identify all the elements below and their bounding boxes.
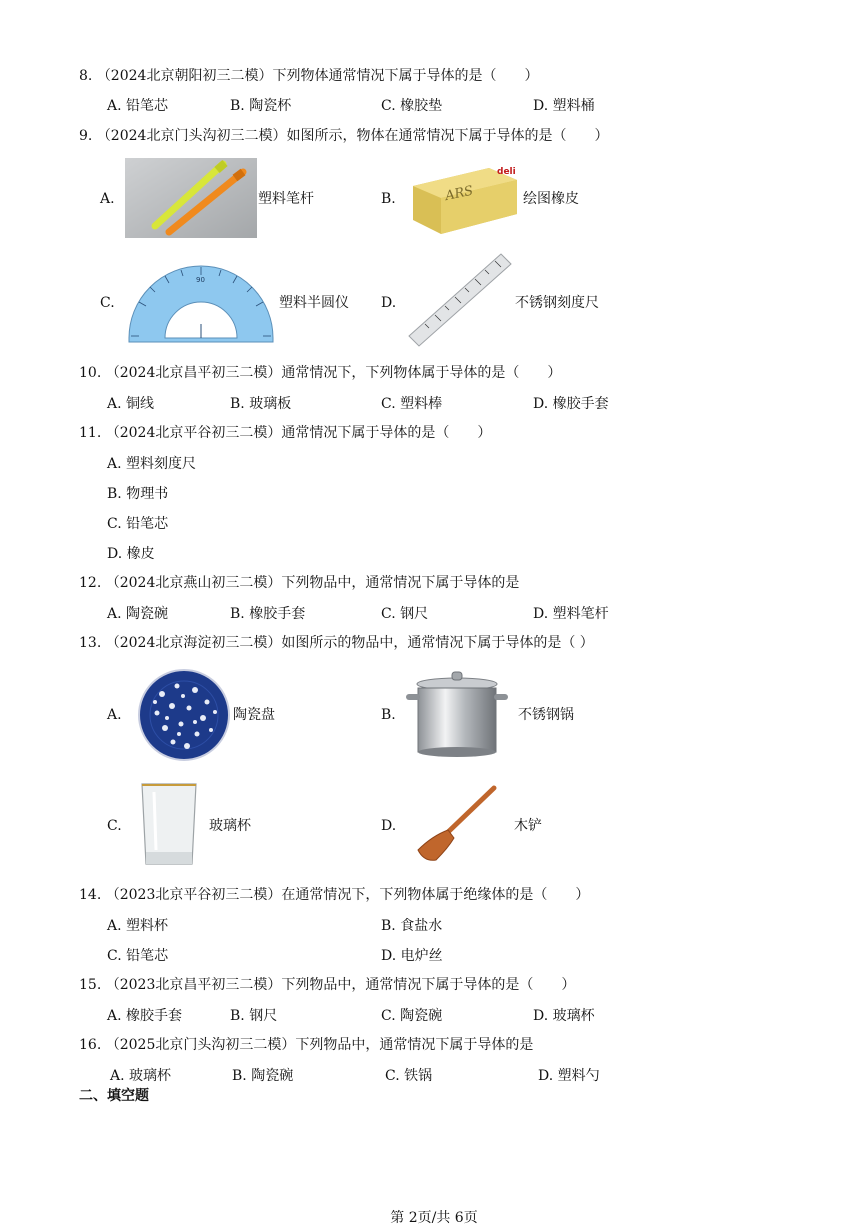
question-8 [79, 67, 538, 85]
option-b: B. 玻璃板 [230, 396, 292, 412]
option-d: D. 玻璃杯 [533, 1008, 595, 1024]
question-text: （2024北京朝阳初三二模）下列物体通常情况下属于导体的是（ ） [96, 68, 539, 84]
question-11 [79, 424, 491, 442]
option-c: C. 铅笔芯 [107, 948, 169, 964]
question-number: 11. [79, 425, 102, 441]
option-letter-d: D. [381, 295, 397, 311]
option-b: B. 陶瓷碗 [232, 1068, 294, 1084]
eraser-brand: deli [497, 167, 516, 177]
option-d: D. 塑料桶 [533, 98, 595, 114]
question-number: 16. [79, 1037, 102, 1053]
wooden-spatula-image [412, 782, 500, 864]
option-letter-c: C. [107, 818, 122, 834]
question-number: 10. [79, 365, 102, 381]
question-number: 14. [79, 887, 102, 903]
question-number: 12. [79, 575, 102, 591]
option-a: A. 玻璃杯 [110, 1068, 172, 1084]
option-label-a: 陶瓷盘 [233, 707, 275, 723]
svg-text:90: 90 [196, 276, 205, 284]
question-10 [79, 364, 561, 382]
question-text: （2024北京燕山初三二模）下列物品中，通常情况下属于导体的是 [105, 575, 520, 591]
option-c: C. 钢尺 [381, 606, 429, 622]
section-title: 二、填空题 [79, 1088, 149, 1104]
option-a: A. 铅笔芯 [107, 98, 169, 114]
option-b: B. 陶瓷杯 [230, 98, 292, 114]
option-d: D. 电炉丝 [381, 948, 443, 964]
option-label-d: 木铲 [514, 818, 542, 834]
question-14 [79, 886, 589, 904]
question-16 [79, 1036, 533, 1054]
option-letter-b: B. [381, 191, 396, 207]
option-label-c: 玻璃杯 [209, 818, 251, 834]
option-c: C. 陶瓷碗 [381, 1008, 443, 1024]
option-c: C. 铅笔芯 [107, 516, 169, 532]
steel-pot-image [404, 668, 510, 760]
option-b: B. 钢尺 [230, 1008, 278, 1024]
question-9 [79, 127, 608, 145]
question-text: （2023北京平谷初三二模）在通常情况下，下列物体属于绝缘体的是（ ） [105, 887, 590, 903]
glass-cup-image [140, 780, 198, 868]
steel-ruler-image [405, 250, 513, 350]
option-d: D. 橡胶手套 [533, 396, 609, 412]
question-text: （2024北京海淀初三二模）如图所示的物品中，通常情况下属于导体的是（ ） [105, 635, 594, 651]
option-a: A. 塑料杯 [107, 918, 169, 934]
option-letter-c: C. [100, 295, 115, 311]
page-footer: 第 2页/共 6页 [390, 1210, 478, 1226]
option-label-b: 不锈钢锅 [518, 707, 574, 723]
question-text: （2024北京平谷初三二模）通常情况下属于导体的是（ ） [105, 425, 492, 441]
eraser-image [405, 158, 521, 238]
option-a: A. 橡胶手套 [107, 1008, 183, 1024]
question-15 [79, 976, 575, 994]
plastic-pens-image [125, 158, 257, 238]
option-letter-b: B. [381, 707, 396, 723]
option-letter-d: D. [381, 818, 397, 834]
option-letter-a: A. [107, 707, 122, 723]
question-13 [79, 634, 594, 652]
question-number: 8. [79, 68, 93, 84]
option-letter-a: A. [100, 191, 115, 207]
option-c: C. 铁锅 [385, 1068, 433, 1084]
option-c: C. 塑料棒 [381, 396, 443, 412]
question-text: （2025北京门头沟初三二模）下列物品中，通常情况下属于导体的是 [105, 1037, 534, 1053]
question-number: 15. [79, 977, 102, 993]
ceramic-plate-image [137, 668, 231, 762]
option-label-a: 塑料笔杆 [258, 191, 314, 207]
question-text: （2023北京昌平初三二模）下列物品中，通常情况下属于导体的是（ ） [105, 977, 576, 993]
option-b: B. 食盐水 [381, 918, 443, 934]
question-number: 9. [79, 128, 93, 144]
question-text: （2024北京门头沟初三二模）如图所示，物体在通常情况下属于导体的是（ ） [96, 128, 609, 144]
option-label-c: 塑料半圆仪 [279, 295, 349, 311]
option-d: D. 橡皮 [107, 546, 155, 562]
question-number: 13. [79, 635, 102, 651]
option-a: A. 铜线 [107, 396, 155, 412]
option-label-d: 不锈钢刻度尺 [515, 295, 599, 311]
question-text: （2024北京昌平初三二模）通常情况下，下列物体属于导体的是（ ） [105, 365, 562, 381]
option-label-b: 绘图橡皮 [523, 191, 579, 207]
option-d: D. 塑料笔杆 [533, 606, 609, 622]
question-12 [79, 574, 519, 592]
svg-text:ARS: ARS [443, 183, 475, 204]
option-a: A. 陶瓷碗 [107, 606, 169, 622]
option-c: C. 橡胶垫 [381, 98, 443, 114]
option-d: D. 塑料勺 [538, 1068, 600, 1084]
option-b: B. 物理书 [107, 486, 169, 502]
option-b: B. 橡胶手套 [230, 606, 306, 622]
option-a: A. 塑料刻度尺 [107, 456, 197, 472]
protractor-image [125, 258, 277, 344]
